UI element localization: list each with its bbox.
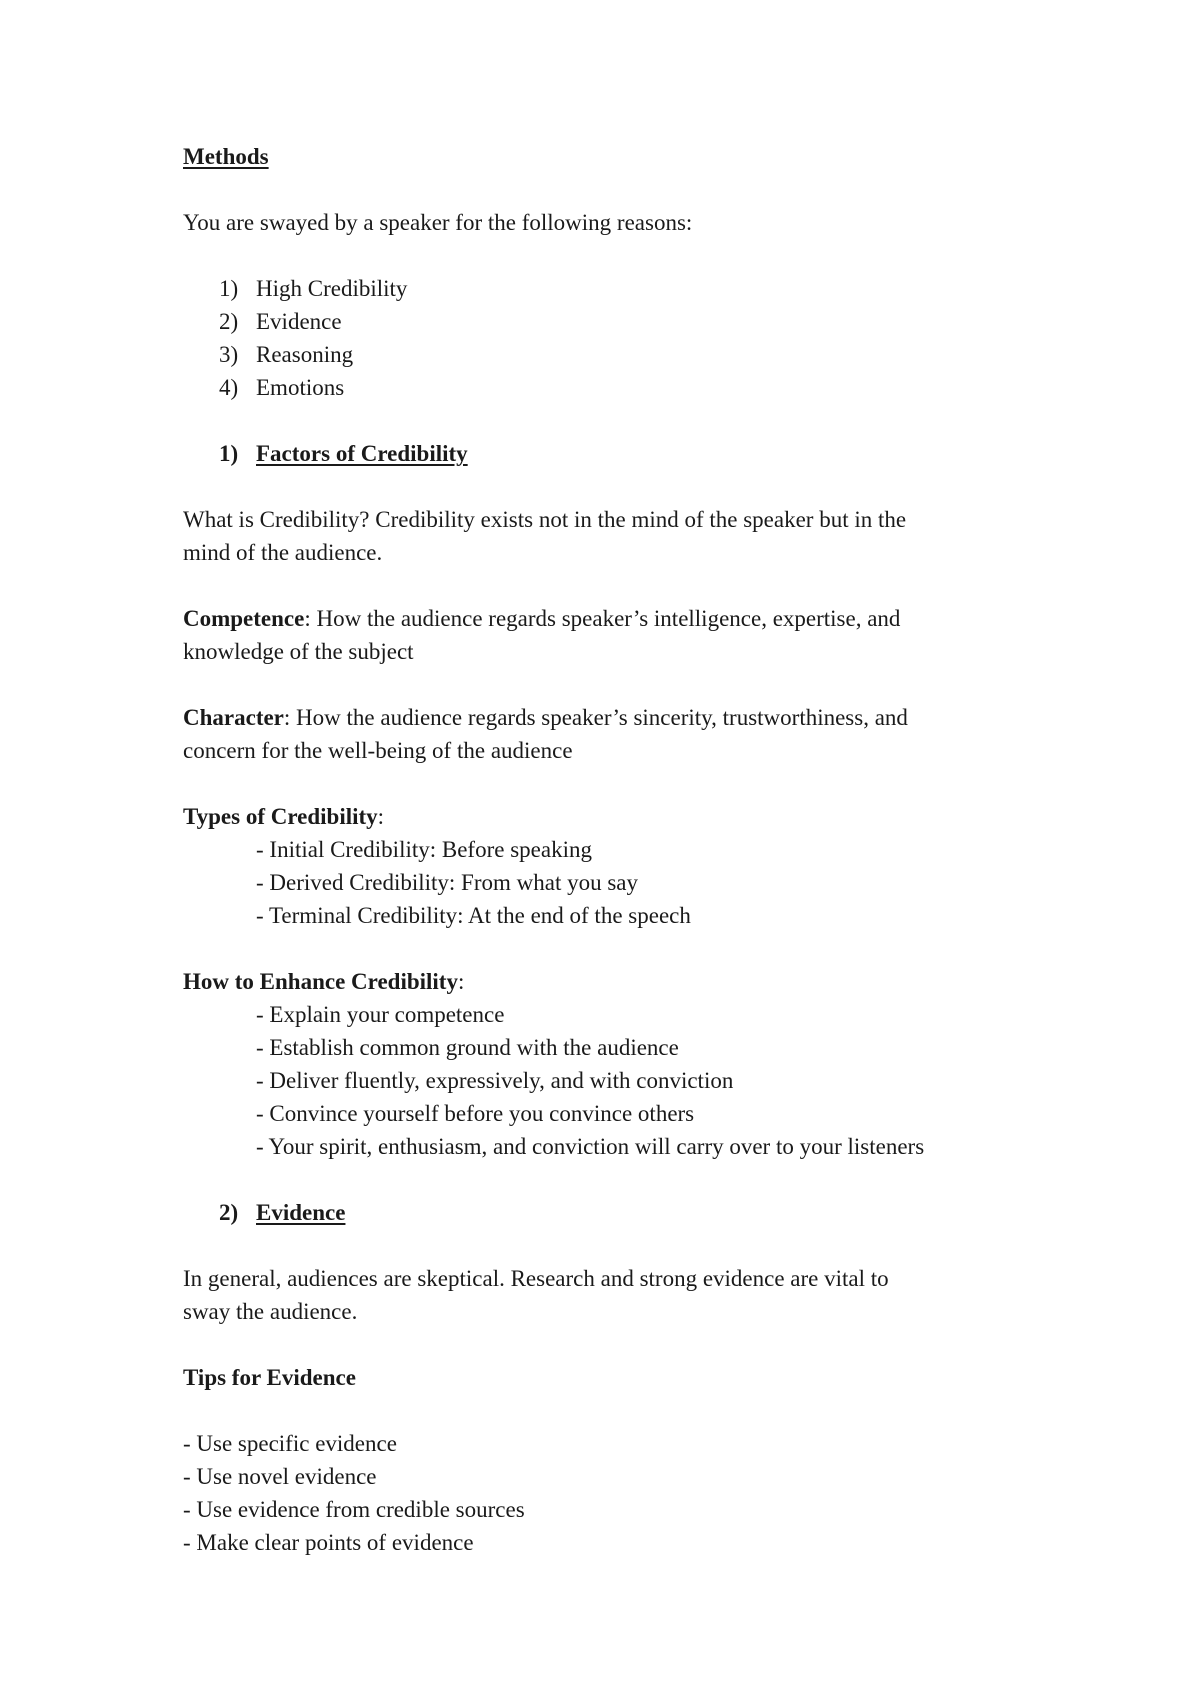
section-heading-credibility — [183, 437, 1043, 470]
paragraph-line: In general, audiences are skeptical. Research and strong evidence are vital to — [183, 1266, 889, 1291]
list-item: - Use novel evidence — [183, 1464, 377, 1489]
list-number: 4) — [219, 375, 239, 400]
list-item — [183, 305, 1043, 338]
paragraph-line: mind of the audience. — [183, 540, 383, 565]
list-item — [183, 371, 1043, 404]
list-item: - Your spirit, enthusiasm, and conviction will carry over to your listeners — [256, 1134, 925, 1159]
tips-heading: Tips for Evidence — [183, 1365, 356, 1390]
list-item: - Make clear points of evidence — [183, 1530, 474, 1555]
list-item-text: Evidence — [256, 309, 342, 334]
colon: : — [457, 969, 465, 994]
page-title: Methods — [183, 144, 269, 169]
section-title: Evidence — [256, 1200, 346, 1225]
paragraph-line: sway the audience. — [183, 1299, 358, 1324]
list-item: - Use specific evidence — [183, 1431, 397, 1456]
section-number: 1) — [219, 441, 239, 466]
list-item-text: High Credibility — [256, 276, 408, 301]
paragraph-line: What is Credibility? Credibility exists not in the mind of the speaker but in the — [183, 507, 907, 532]
list-item: - Terminal Credibility: At the end of the speech — [256, 903, 691, 928]
list-item-text: Emotions — [256, 375, 345, 400]
paragraph-line: concern for the well-being of the audience — [183, 738, 573, 763]
list-item: - Use evidence from credible sources — [183, 1497, 525, 1522]
competence-definition — [183, 602, 1043, 635]
paragraph-line: knowledge of the subject — [183, 639, 414, 664]
intro-text: You are swayed by a speaker for the following reasons: — [183, 210, 693, 235]
subheading: How to Enhance Credibility — [183, 969, 458, 994]
list-number: 3) — [219, 342, 239, 367]
list-item: - Deliver fluently, expressively, and with conviction — [256, 1068, 734, 1093]
list-item: - Establish common ground with the audience — [256, 1035, 679, 1060]
list-item — [183, 272, 1043, 305]
reasons-list — [183, 272, 1043, 404]
term-character: Character — [183, 705, 284, 730]
list-item-text: Reasoning — [256, 342, 354, 367]
types-heading — [183, 800, 1043, 833]
list-item: - Derived Credibility: From what you say — [256, 870, 638, 895]
subheading: Types of Credibility — [183, 804, 378, 829]
colon: : — [377, 804, 385, 829]
term-competence: Competence — [183, 606, 305, 631]
section-heading-evidence — [183, 1196, 1043, 1229]
list-number: 2) — [219, 309, 239, 334]
definition-text: : How the audience regards speaker’s sincerity, trustworthiness, and — [283, 705, 908, 730]
list-number: 1) — [219, 276, 239, 301]
list-item — [183, 338, 1043, 371]
section-number: 2) — [219, 1200, 239, 1225]
section-title: Factors of Credibility — [256, 441, 468, 466]
document-body — [183, 140, 1043, 1559]
list-item: - Explain your competence — [256, 1002, 505, 1027]
definition-text: : How the audience regards speaker’s intelligence, expertise, and — [304, 606, 901, 631]
list-item: - Initial Credibility: Before speaking — [256, 837, 592, 862]
enhance-heading — [183, 965, 1043, 998]
list-item: - Convince yourself before you convince others — [256, 1101, 695, 1126]
character-definition — [183, 701, 1043, 734]
